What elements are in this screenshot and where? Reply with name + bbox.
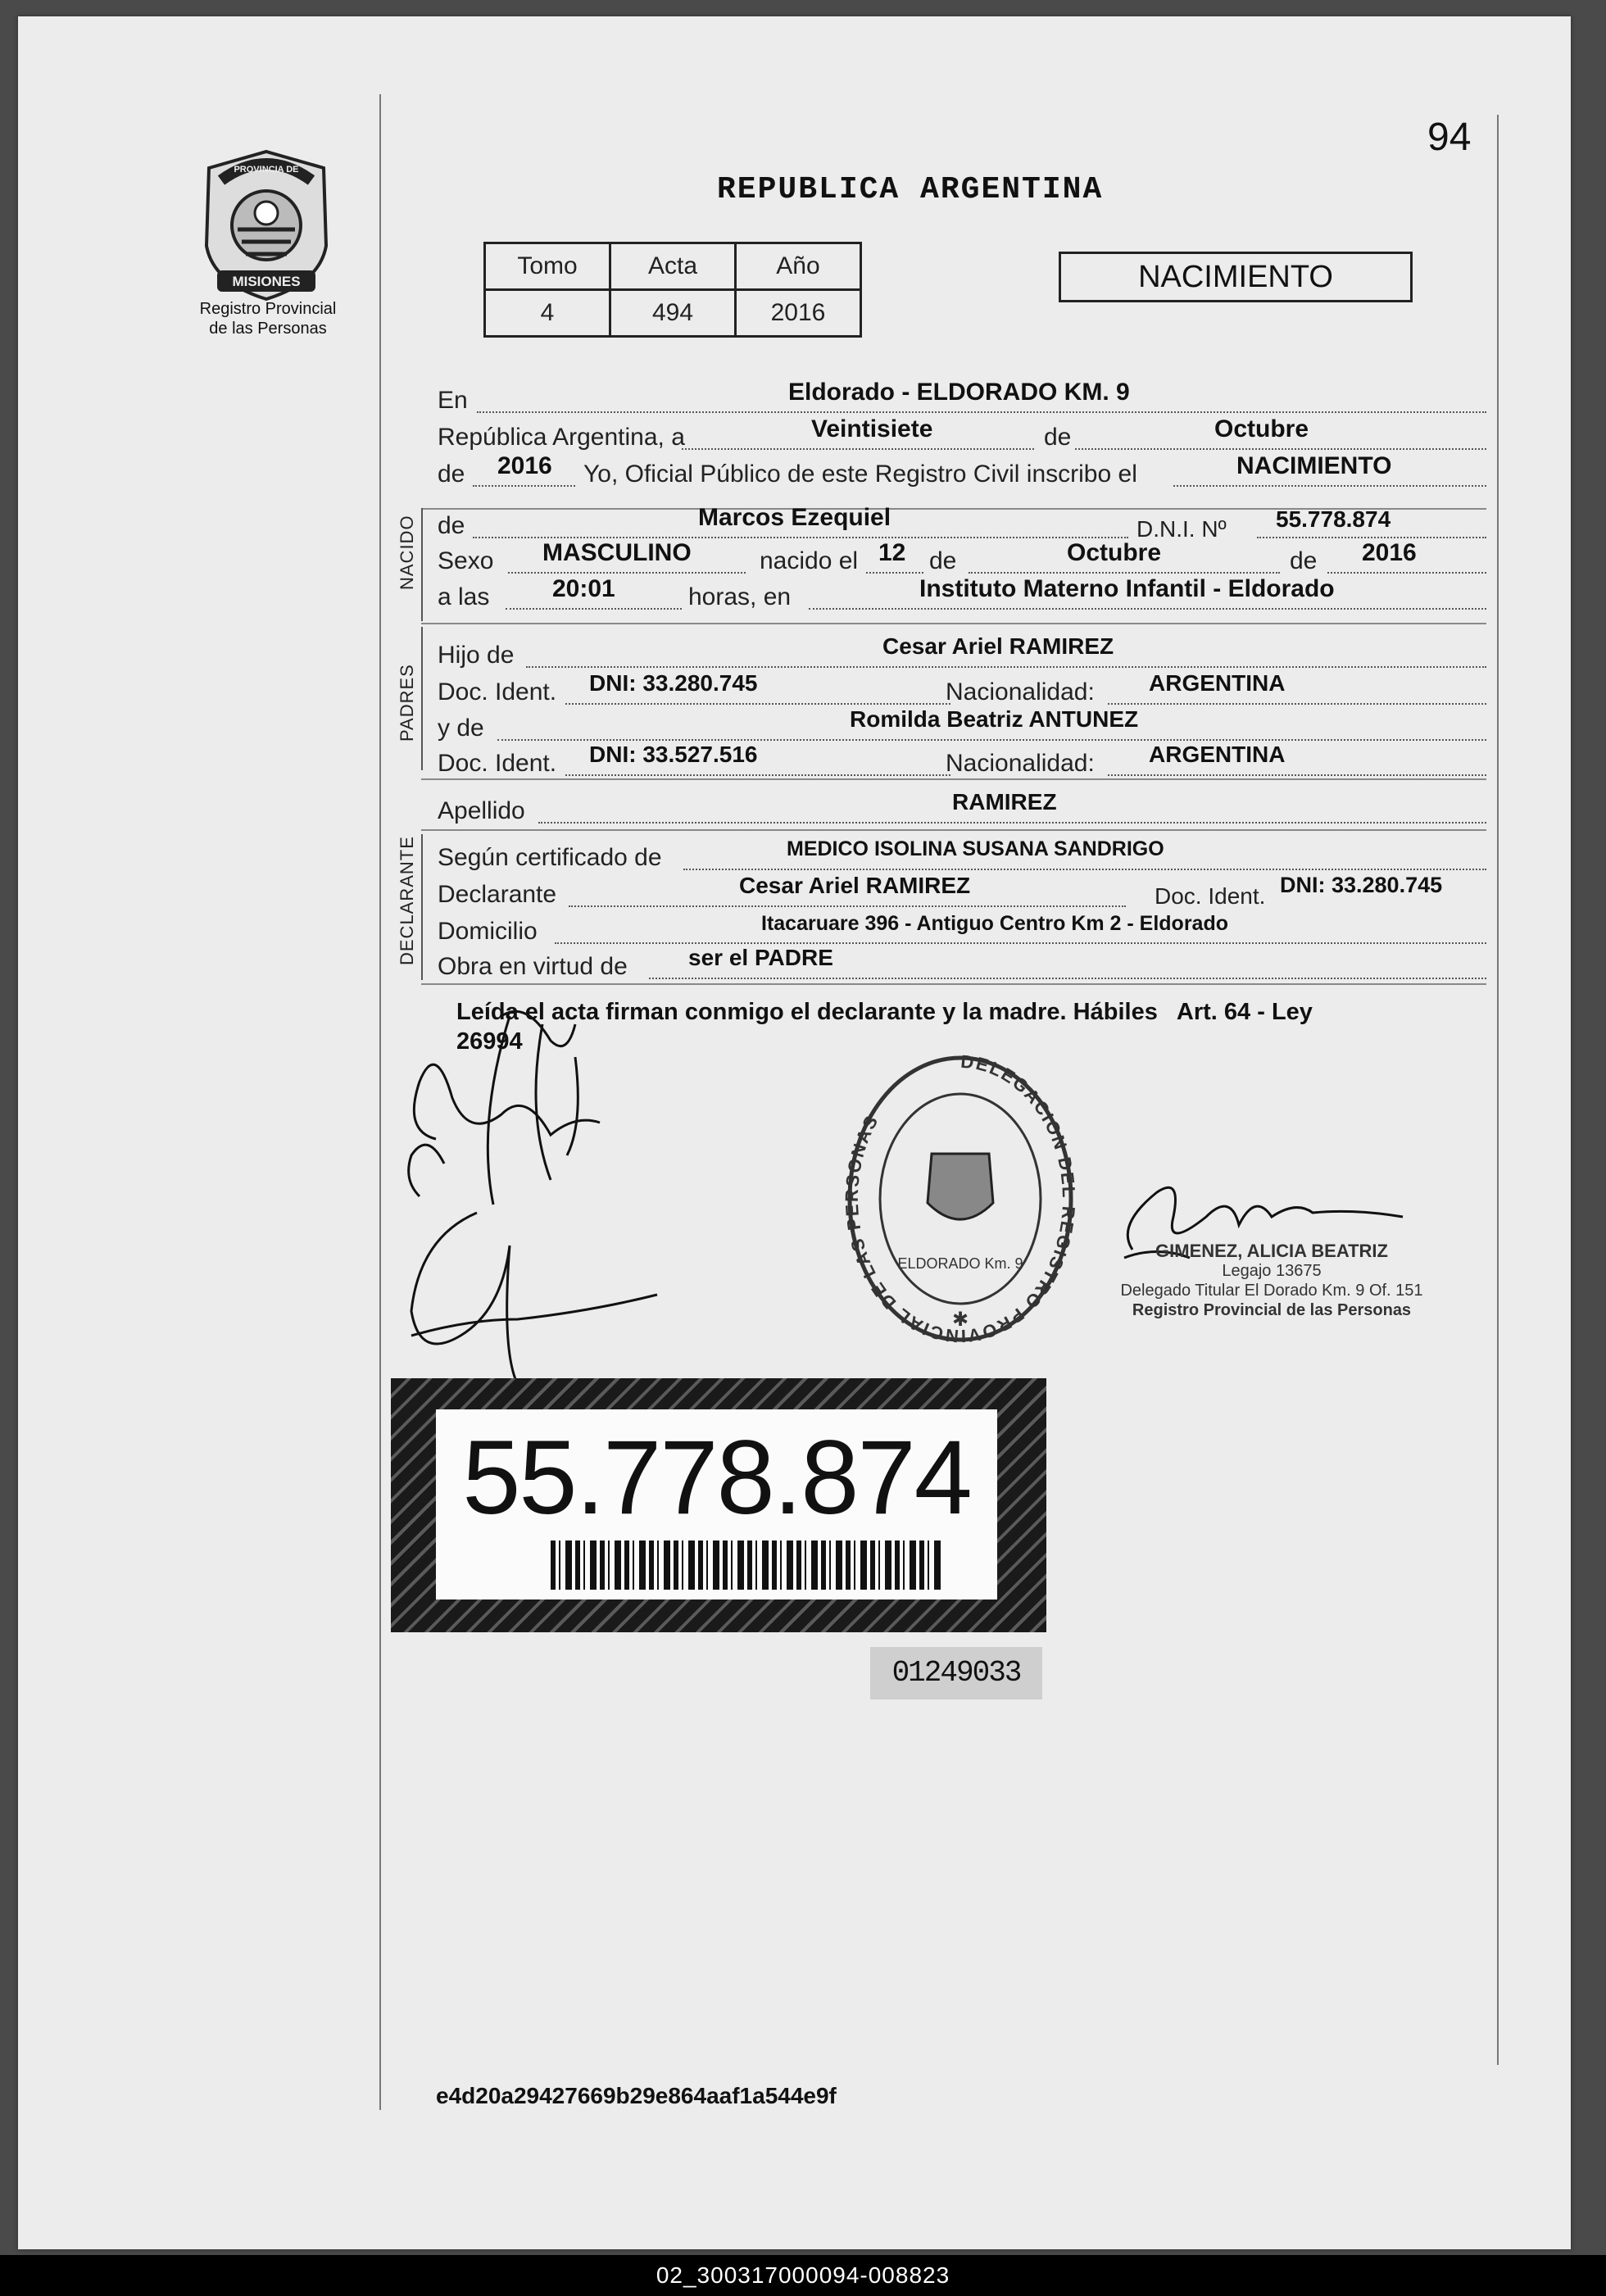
misiones-coat-of-arms-icon (197, 147, 336, 311)
right-margin-line (1497, 115, 1499, 2065)
child-dni-value: 55.778.874 (1276, 506, 1391, 532)
nacido-de-label: de (438, 512, 465, 539)
en-label: En (438, 387, 468, 414)
mother-name-value: Romilda Beatriz ANTUNEZ (850, 706, 1139, 732)
declarante-bracket (421, 834, 423, 980)
father-nac-label: Nacionalidad: (946, 678, 1095, 706)
page-number: 94 (1427, 116, 1472, 159)
republica-label: República Argentina, a (438, 424, 685, 451)
month-value: Octubre (1214, 415, 1309, 442)
domicilio-value: Itacaruare 396 - Antiguo Centro Km 2 - Eldorado (761, 912, 1229, 935)
sexo-value: MASCULINO (542, 539, 692, 566)
sexo-dots (508, 572, 746, 574)
dni-sticker (391, 1378, 1046, 1632)
record-value-tomo: 4 (485, 290, 610, 337)
closing-line1: Leída el acta firman conmigo el declarante y la madre. Hábiles Art. 64 - Ley (456, 999, 1313, 1025)
mother-nac-dots (1108, 774, 1486, 776)
decl-doc-value: DNI: 33.280.745 (1280, 873, 1443, 897)
stamp-inner-text: ELDORADO Km. 9 (897, 1255, 1023, 1272)
record-header-anio: Año (736, 243, 861, 290)
birth-day-value: 12 (878, 539, 906, 566)
control-number: 01249033 (870, 1647, 1042, 1699)
dni-label: D.N.I. Nº (1136, 516, 1227, 542)
name-dots (473, 537, 1128, 538)
sticker-dni-number: 55.778.874 (462, 1419, 971, 1536)
declarante-top-line (421, 829, 1486, 831)
birth-de-label: de (929, 547, 957, 574)
birth-month-dots (969, 572, 1280, 574)
dni-dots (1257, 537, 1486, 538)
record-table (483, 242, 862, 338)
official-registry: Registro Provincial de las Personas (1132, 1301, 1412, 1319)
domicilio-label: Domicilio (438, 918, 538, 945)
time-dots (506, 608, 682, 610)
obra-value: ser el PADRE (688, 945, 833, 970)
official-legajo: Legajo 13675 (1222, 1262, 1322, 1280)
father-doc-dots (565, 703, 950, 705)
registry-round-stamp-icon (842, 1047, 1079, 1367)
cert-value: MEDICO ISOLINA SUSANA SANDRIGO (787, 837, 1164, 860)
mother-doc-value: DNI: 33.527.516 (589, 742, 758, 767)
birth-de-label-2: de (1290, 547, 1318, 574)
father-doc-value: DNI: 33.280.745 (589, 670, 758, 696)
registered-act-value: NACIMIENTO (1236, 452, 1392, 479)
horas-label: horas, en (688, 583, 792, 610)
official-role: Delegado Titular El Dorado Km. 9 Of. 151 (1120, 1282, 1423, 1300)
sticker-label (436, 1409, 997, 1599)
declarante-dots (569, 905, 1126, 907)
en-dots (477, 411, 1486, 413)
registry-line1: Registro Provincial (199, 300, 337, 318)
record-value-anio: 2016 (736, 290, 861, 337)
padres-section-label: PADRES (397, 664, 417, 742)
declarante-section-label: DECLARANTE (397, 836, 417, 965)
apellido-label: Apellido (438, 797, 525, 824)
a-las-label: a las (438, 583, 490, 610)
official-name: GIMENEZ, ALICIA BEATRIZ (1155, 1241, 1388, 1261)
day-dots (682, 448, 1034, 450)
birth-time-value: 20:01 (552, 575, 615, 602)
mother-nac-value: ARGENTINA (1149, 742, 1286, 767)
nacido-section-label: NACIDO (397, 515, 417, 590)
document-hash: e4d20a29427669b29e864aaf1a544e9f (436, 2083, 837, 2108)
apellido-value: RAMIREZ (952, 789, 1057, 814)
svg-text:✱: ✱ (951, 1309, 969, 1331)
hijo-de-label: Hijo de (438, 642, 515, 669)
cert-label: Según certificado de (438, 844, 662, 871)
father-dots (526, 666, 1486, 668)
record-table-value-row (485, 290, 861, 337)
declarante-signature-icon (387, 991, 674, 1401)
seal-top-text: PROVINCIA DE (234, 165, 299, 175)
declarante-label: Declarante (438, 881, 557, 908)
document-page (18, 16, 1571, 2249)
y-de-label: y de (438, 715, 484, 742)
month-dots (1075, 448, 1486, 450)
official-stamp (1100, 1241, 1444, 1320)
birth-month-value: Octubre (1067, 539, 1162, 566)
mother-doc-label: Doc. Ident. (438, 750, 557, 777)
oficial-text: Yo, Oficial Público de este Registro Civil inscribo el (583, 461, 1137, 488)
declarante-bottom-line (421, 983, 1486, 985)
act-type-box: NACIMIENTO (1059, 252, 1413, 302)
mother-dots (497, 739, 1486, 741)
father-doc-label: Doc. Ident. (438, 678, 557, 706)
declarante-value: Cesar Ariel RAMIREZ (739, 873, 971, 898)
birth-year-dots (1327, 572, 1486, 574)
cert-dots (683, 869, 1486, 870)
record-header-acta: Acta (610, 243, 736, 290)
record-value-acta: 494 (610, 290, 736, 337)
padres-top-line (421, 623, 1486, 624)
nacido-el-label: nacido el (760, 547, 859, 574)
apellido-dots (538, 822, 1486, 824)
decl-doc-label: Doc. Ident. (1155, 883, 1266, 909)
country-title: REPUBLICA ARGENTINA (717, 172, 1104, 207)
year-dots (473, 485, 575, 487)
de-label-2: de (438, 461, 465, 488)
father-name-value: Cesar Ariel RAMIREZ (882, 633, 1114, 659)
mother-nac-label: Nacionalidad: (946, 750, 1095, 777)
stamp-ring-text: DELEGACION DEL REGISTRO PROVINCIAL DE LAS PERSONAS (842, 1050, 1079, 1347)
record-header-tomo: Tomo (485, 243, 610, 290)
birth-year-value: 2016 (1362, 539, 1417, 566)
padres-bracket (421, 627, 423, 770)
birth-day-dots (866, 572, 923, 574)
record-table-header-row (485, 243, 861, 290)
father-nac-value: ARGENTINA (1149, 670, 1286, 696)
obra-label: Obra en virtud de (438, 953, 628, 980)
seal-bottom-text: MISIONES (232, 274, 301, 289)
child-name-value: Marcos Ezequiel (698, 504, 891, 531)
nacido-bracket (421, 508, 423, 621)
barcode-icon (551, 1540, 944, 1590)
registry-label (174, 299, 362, 338)
mother-doc-dots (565, 774, 950, 776)
father-nac-dots (1108, 703, 1486, 705)
day-words-value: Veintisiete (811, 415, 933, 442)
apellido-top-line (421, 778, 1486, 780)
birthplace-value: Instituto Materno Infantil - Eldorado (919, 575, 1335, 602)
closing-line2: 26994 (456, 1028, 523, 1055)
place-value: Eldorado - ELDORADO KM. 9 (788, 379, 1130, 406)
de-label: de (1044, 424, 1072, 451)
year-value: 2016 (497, 452, 552, 479)
act-dots (1173, 485, 1486, 487)
obra-dots (649, 978, 1486, 979)
domicilio-dots (555, 942, 1486, 944)
footer-bar: 02_300317000094-008823 (0, 2255, 1606, 2296)
registry-line2: de las Personas (209, 320, 327, 338)
birthplace-dots (809, 608, 1486, 610)
margin-line (379, 94, 381, 2110)
sexo-label: Sexo (438, 547, 494, 574)
